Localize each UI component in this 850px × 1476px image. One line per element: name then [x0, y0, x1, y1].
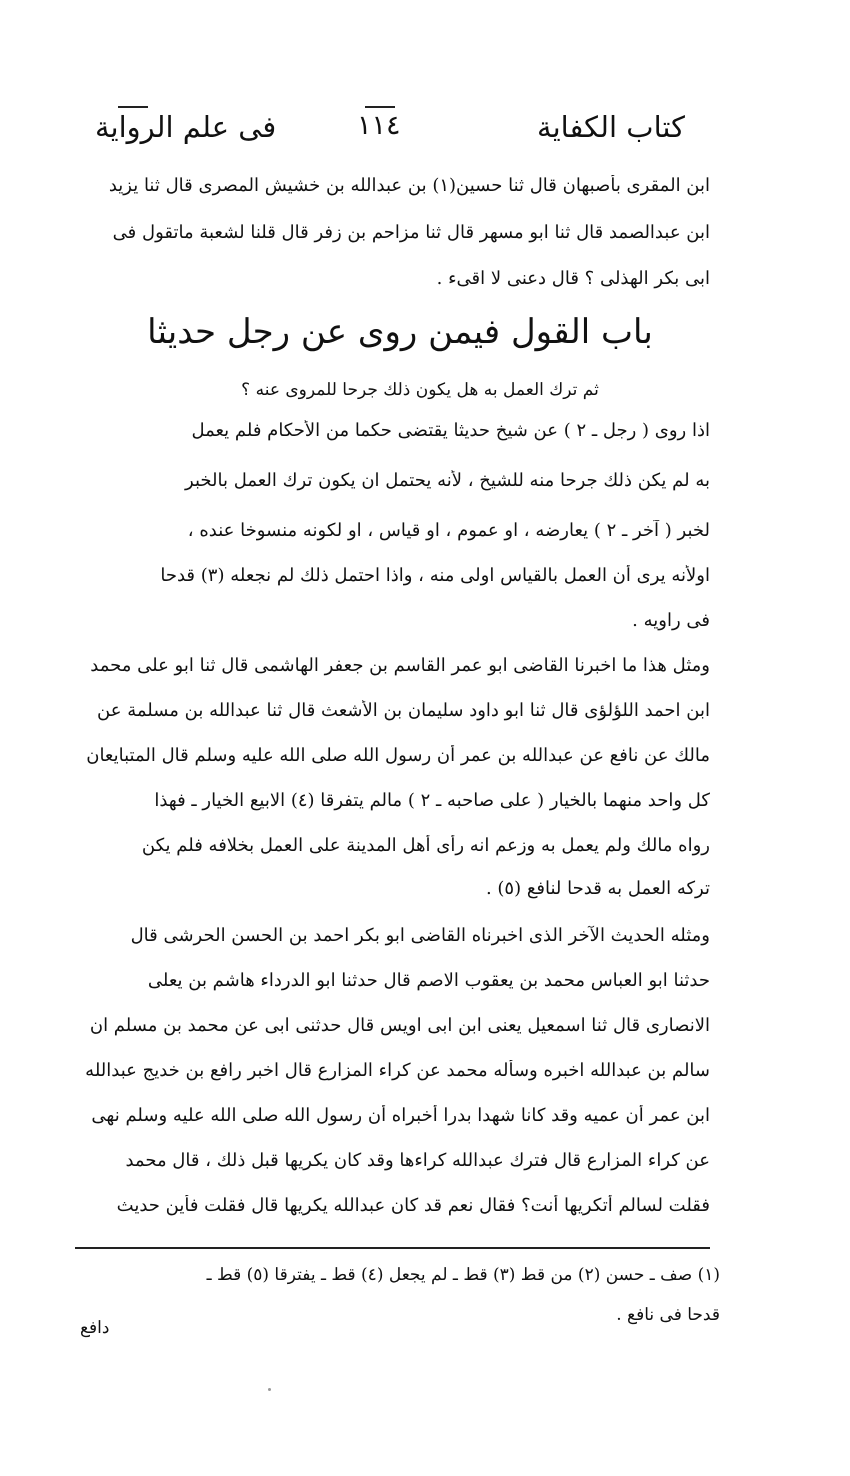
- page-number: ١١٤: [357, 110, 401, 141]
- paragraph-2-line: [70, 790, 710, 830]
- paragraph-1-line: [70, 520, 710, 560]
- paragraph-3-line: [70, 1195, 710, 1235]
- text-line: الانصارى قال ثنا اسمعيل يعنى ابن ابى اويس قال حدثنى ابى عن محمد بن مسلم ان: [89, 1015, 710, 1036]
- paragraph-3-line: [70, 970, 710, 1010]
- text-line: كل واحد منهما بالخيار ( على صاحبه ـ ٢ ) مالم يتفرقا (٤) الابيع الخيار ـ فهذا: [154, 790, 710, 811]
- scan-speck: [268, 1388, 271, 1391]
- text-line: ابن عمر أن عميه وقد كانا شهدا بدرا أخبراه أن رسول الله صلى الله عليه وسلم نهى: [91, 1105, 710, 1126]
- footnote-line: قدحا فى نافع .: [616, 1305, 720, 1325]
- paragraph-1-line: [70, 610, 710, 650]
- chapter-title: باب القول فيمن روى عن رجل حديثا: [147, 312, 653, 352]
- paragraph-2-line: [70, 835, 710, 875]
- text-line: ابن المقرى بأصبهان قال ثنا حسين(١) بن عبدالله بن خشيش المصرى قال ثنا يزيد: [108, 175, 710, 196]
- paragraph-1-line: [70, 470, 710, 510]
- paragraph-3-line: [70, 1015, 710, 1055]
- text-line: فى راويه .: [632, 610, 710, 631]
- intro-line: [70, 268, 710, 308]
- text-line: به لم يكن ذلك جرحا منه للشيخ ، لأنه يحتمل ان يكون ترك العمل بالخبر: [185, 470, 710, 491]
- paragraph-3-line: [70, 1150, 710, 1190]
- intro-line: [70, 175, 710, 215]
- text-line: ومثل هذا ما اخبرنا القاضى ابو عمر القاسم بن جعفر الهاشمى قال ثنا ابو على محمد: [90, 655, 710, 676]
- paragraph-2-line: [70, 745, 710, 785]
- book-title: كتاب الكفاية: [537, 110, 685, 144]
- text-line: ابن عبدالصمد قال ثنا ابو مسهر قال ثنا مزاحم بن زفر قال قلنا لشعبة ماتقول فى: [112, 222, 710, 243]
- text-line: حدثنا ابو العباس محمد بن يعقوب الاصم قال حدثنا ابو الدرداء هاشم بن يعلى: [147, 970, 710, 991]
- footnote-separator: [75, 1247, 710, 1249]
- text-line: مالك عن نافع عن عبدالله بن عمر أن رسول الله صلى الله عليه وسلم قال المتبايعان: [86, 745, 710, 766]
- paragraph-2-line: [70, 655, 710, 695]
- text-line: عن كراء المزارع قال فترك عبدالله كراءها وقد كان يكريها قبل ذلك ، قال محمد: [125, 1150, 710, 1171]
- paragraph-2-line: [70, 700, 710, 740]
- text-line: سالم بن عبدالله اخبره وسأله محمد عن كراء المزارع قال اخبر رافع بن خديج عبدالله: [85, 1060, 710, 1081]
- paragraph-3-line: [70, 925, 710, 965]
- paragraph-1-line: [70, 565, 710, 605]
- paragraph-2-line: [70, 878, 710, 918]
- text-line: ابن احمد اللؤلؤى قال ثنا ابو داود سليمان بن الأشعث قال ثنا عبدالله بن مسلمة عن: [97, 700, 710, 721]
- header-ornament: [365, 106, 395, 108]
- text-line: تركه العمل به قدحا لنافع (٥) .: [485, 878, 710, 899]
- footnote-catchword: دافع: [80, 1318, 110, 1338]
- text-line: رواه مالك ولم يعمل به وزعم انه رأى أهل المدينة على العمل بخلافه فلم يكن: [141, 835, 710, 856]
- chapter-subtitle: ثم ترك العمل به هل يكون ذلك جرحا للمروى عنه ؟: [241, 380, 599, 400]
- text-line: ابى بكر الهذلى ؟ قال دعنى لا اقىء .: [436, 268, 710, 289]
- footnote-line: (١) صف ـ حسن (٢) من قط (٣) قط ـ لم يجعل (٤) قط ـ يفترقا (٥) قط ـ: [206, 1265, 720, 1285]
- text-line: اولأنه يرى أن العمل بالقياس اولى منه ، واذا احتمل ذلك لم نجعله (٣) قدحا: [160, 565, 710, 586]
- header-subject: فى علم الرواية: [95, 110, 277, 144]
- paragraph-3-line: [70, 1060, 710, 1100]
- paragraph-1-line: [70, 420, 710, 460]
- text-line: لخبر ( آخر ـ ٢ ) يعارضه ، او عموم ، او قياس ، او لكونه منسوخا عنده ،: [187, 520, 710, 541]
- paragraph-3-line: [70, 1105, 710, 1145]
- text-line: اذا روى ( رجل ـ ٢ ) عن شيخ حديثا يقتضى حكما من الأحكام فلم يعمل: [191, 420, 710, 441]
- header-ornament: [118, 106, 148, 108]
- text-line: فقلت لسالم أتكريها أنت؟ فقال نعم قد كان عبدالله يكريها قال فقلت فأين حديث: [116, 1195, 710, 1216]
- intro-line: [70, 222, 710, 262]
- running-header: [95, 110, 685, 154]
- text-line: ومثله الحديث الآخر الذى اخبرناه القاضى ابو بكر احمد بن الحسن الحرشى قال: [130, 925, 710, 946]
